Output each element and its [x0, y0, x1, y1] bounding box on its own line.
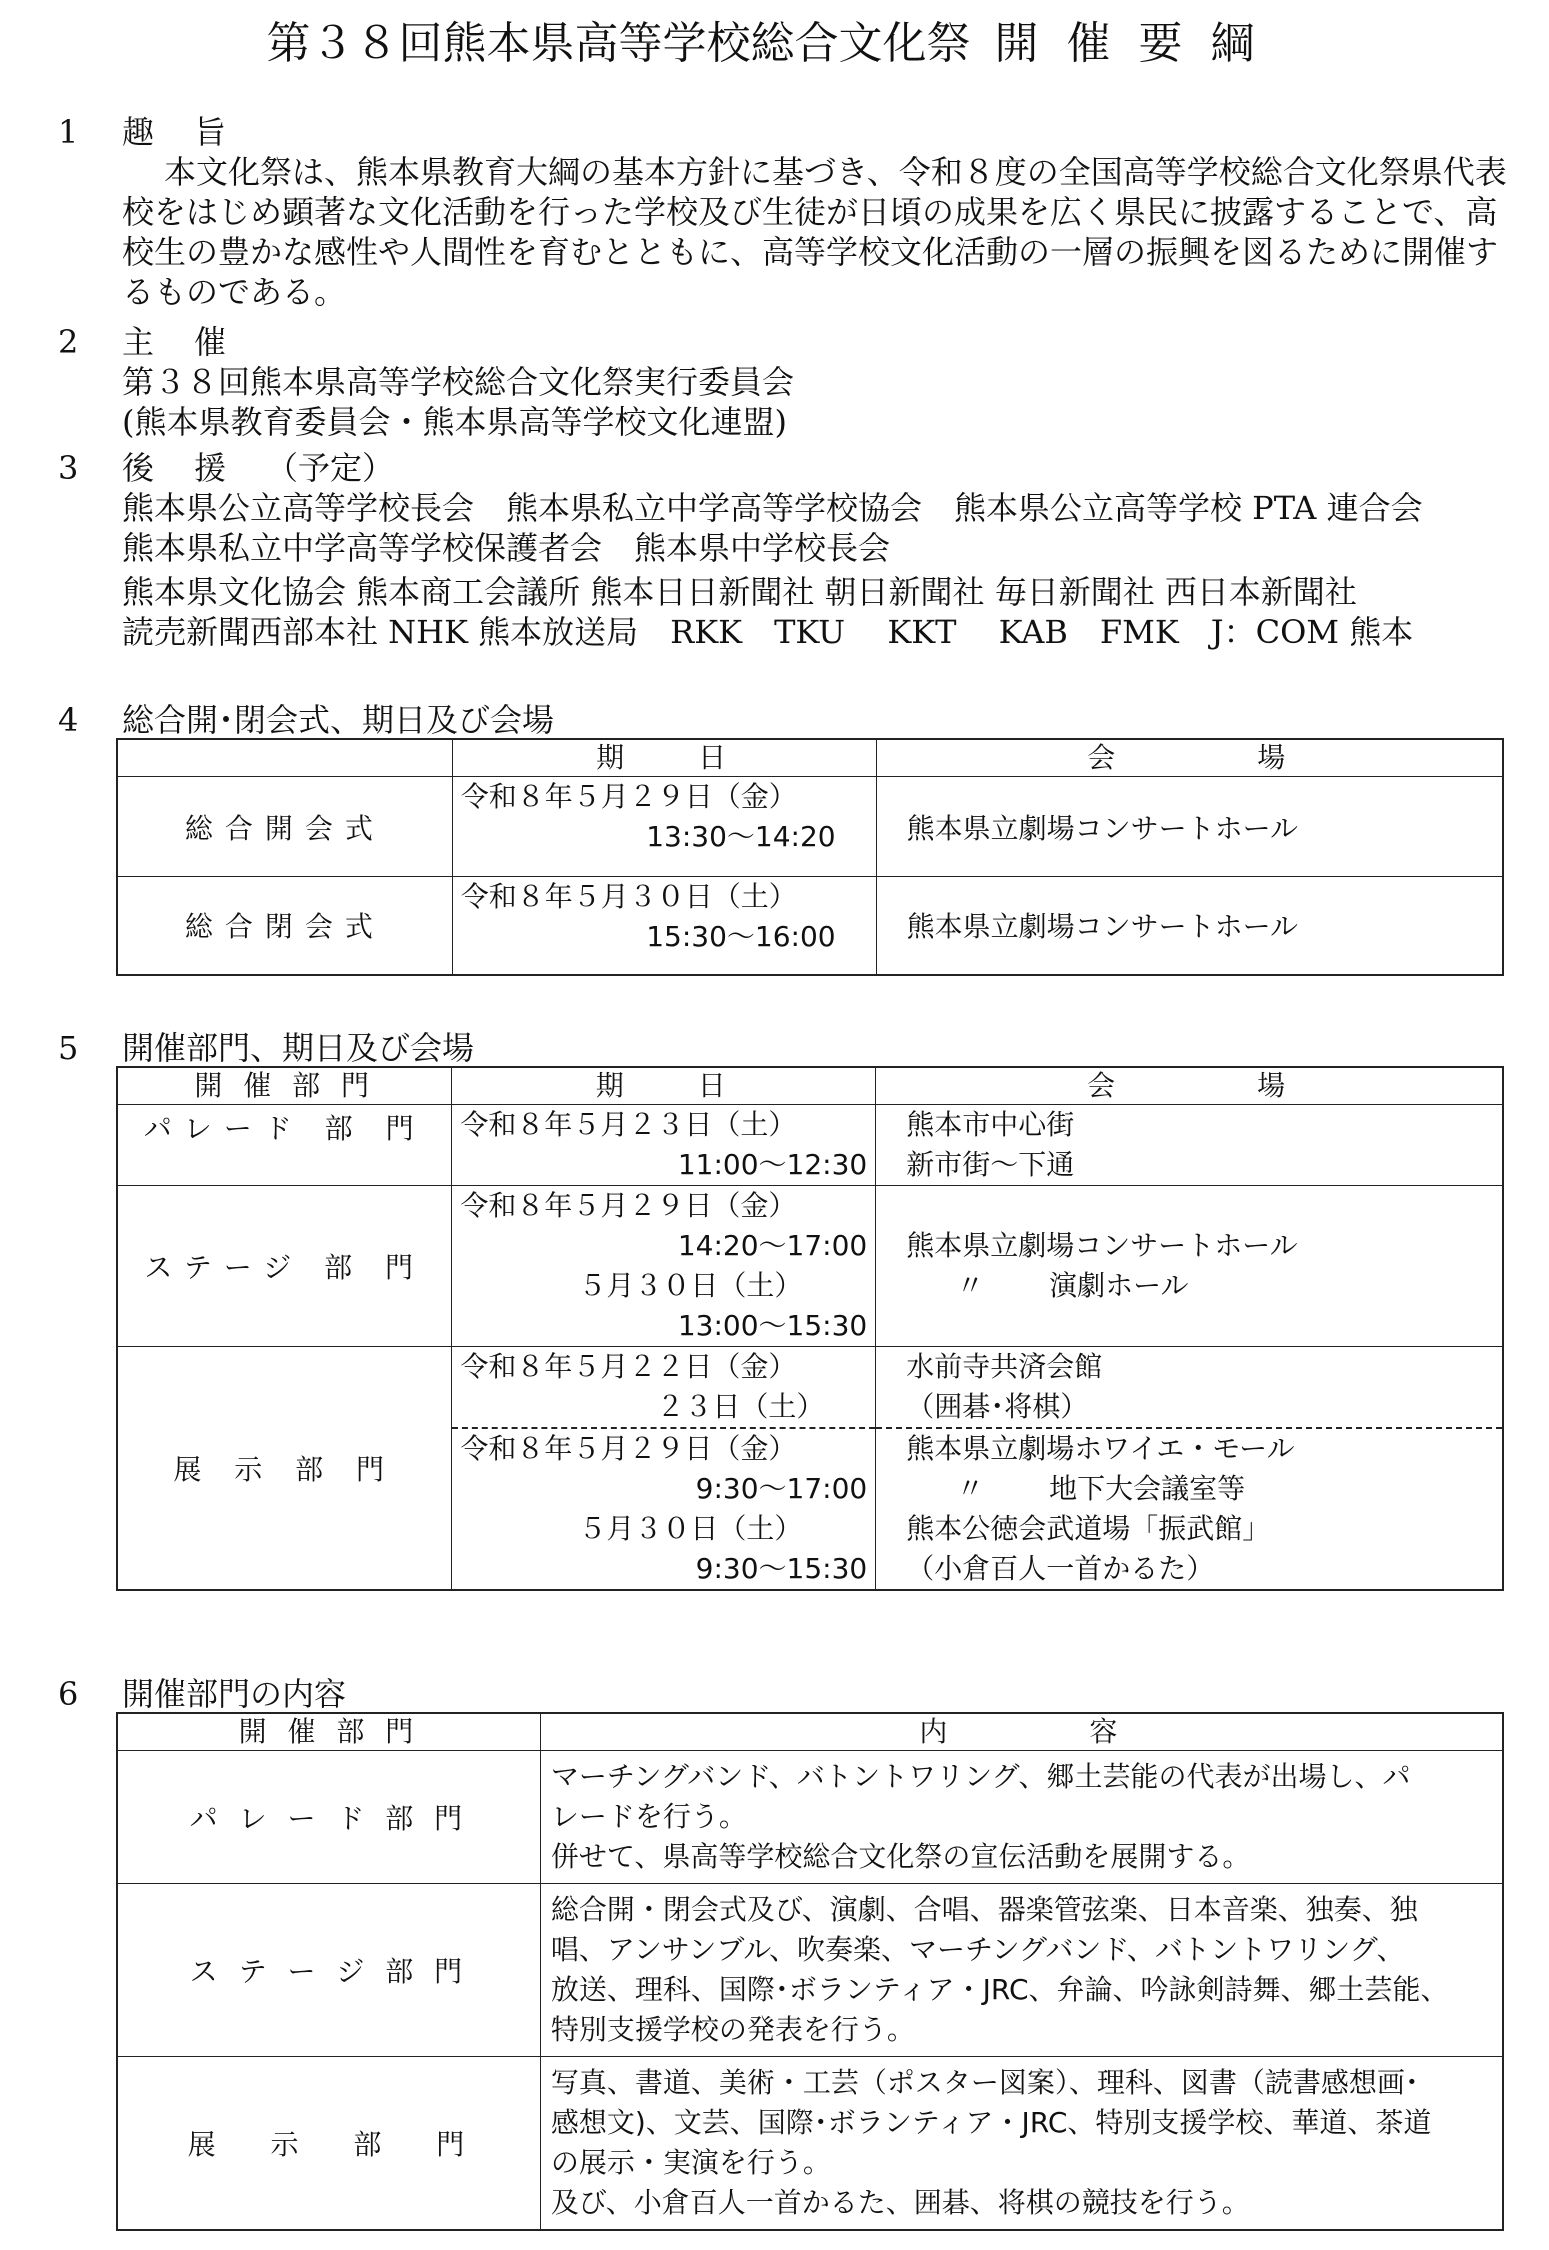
section-3-heading-text: 後援	[122, 449, 267, 487]
contents-header-division: 開 催 部 門	[117, 1713, 540, 1751]
ceremony-time: 15:30～16:00	[646, 920, 836, 953]
exhibit-venue-6: （小倉百人一首かるた）	[906, 1552, 1215, 1585]
section-5-heading: 開催部門、期日及び会場	[122, 1029, 475, 1067]
ceremony-venue: 熊本県立劇場コンサートホール	[876, 777, 1503, 877]
ceremony-date: 令和８年５月２９日（金）	[460, 780, 797, 813]
table-row	[117, 1751, 1503, 1884]
section-5-number: 5	[58, 1029, 79, 1067]
section-3-line-1: 熊本県公立高等学校長会 熊本県私立中学高等学校協会 熊本県公立高等学校 PTA 連合会	[122, 489, 1423, 527]
section-3-heading	[122, 448, 394, 488]
ceremony-table	[116, 738, 1504, 976]
exhibit-division-name: 展 示 部 門	[117, 1347, 452, 1591]
content-line: 特別支援学校の発表を行う。	[550, 2013, 915, 2046]
section-6-heading: 開催部門の内容	[122, 1675, 347, 1713]
parade-division-name: パレード 部 門	[117, 1105, 452, 1186]
stage-venue-1: 熊本県立劇場コンサートホール	[906, 1229, 1298, 1262]
content-line: 総合開・閉会式及び、演劇、合唱、器楽管弦楽、日本音楽、独奏、独	[550, 1893, 1418, 1926]
content-line: の展示・実演を行う。	[550, 2146, 831, 2179]
section-3-number: 3	[58, 449, 79, 487]
section-6-number: 6	[58, 1675, 79, 1713]
content-division-name: ス テ ー ジ 部 門	[117, 1884, 540, 2057]
stage-venue-2: 〃 演劇ホール	[956, 1269, 1189, 1302]
contents-table	[116, 1712, 1504, 2231]
exhibit-time-3: 9:30～17:00	[695, 1472, 868, 1505]
table-row	[117, 2057, 1503, 2231]
section-1-heading: 趣旨	[122, 113, 267, 151]
ceremony-name: 総合閉会式	[117, 877, 452, 975]
divisions-table	[116, 1066, 1504, 1591]
exhibit-date-2: ２３日（土）	[656, 1390, 825, 1423]
content-division-name: 展 示 部 門	[117, 2057, 540, 2231]
content-line: マーチングバンド、バトントワリング、郷土芸能の代表が出場し、パ	[550, 1760, 1411, 1793]
stage-division-name: ステージ 部 門	[117, 1186, 452, 1347]
exhibit-date-4: ５月３０日（土）	[578, 1512, 803, 1545]
ceremony-header-venue: 会 場	[876, 739, 1503, 777]
section-2-number: 2	[58, 323, 79, 361]
content-line: 併せて、県高等学校総合文化祭の宣伝活動を展開する。	[550, 1840, 1251, 1873]
exhibit-venue-5: 熊本公徳会武道場「振武館」	[906, 1512, 1271, 1545]
section-3-line-2: 熊本県私立中学高等学校保護者会 熊本県中学校長会	[122, 529, 891, 567]
exhibit-date-1: 令和８年５月２２日（金）	[460, 1350, 797, 1383]
section-2-heading: 主催	[122, 323, 267, 361]
section-3-line-3: 熊本県文化協会 熊本商工会議所 熊本日日新聞社 朝日新聞社 毎日新聞社 西日本新聞社	[122, 573, 1357, 611]
content-line: 写真、書道、美術・工芸（ポスター図案）、理科、図書（読書感想画･	[550, 2066, 1419, 2099]
table-row	[117, 877, 1503, 975]
section-1-body: 本文化祭は、熊本県教育大綱の基本方針に基づき、令和８度の全国高等学校総合文化祭県代表校をはじめ顕著な文化活動を行った学校及び生徒が日頃の成果を広く県民に披露することで、高校生の豊かな感性や人間性を育むとともに、高等学校文化活動の一層の振興を図るために開催するものである。	[122, 153, 1507, 311]
table-row	[117, 1884, 1503, 2057]
section-4-heading: 総合開･閉会式、期日及び会場	[122, 701, 555, 739]
exhibit-date-3: 令和８年５月２９日（金）	[452, 1427, 875, 1469]
contents-header-content: 内 容	[540, 1713, 1503, 1751]
stage-date-2: ５月３０日（土）	[578, 1269, 803, 1302]
divisions-header-venue: 会 場	[876, 1067, 1503, 1105]
exhibit-time-4: 9:30～15:30	[695, 1552, 868, 1585]
table-row	[117, 1105, 1503, 1186]
divisions-header-date: 期 日	[452, 1067, 876, 1105]
exhibit-venue-3: 熊本県立劇場ホワイエ・モール	[876, 1427, 1502, 1469]
exhibit-venue-4: 〃 地下大会議室等	[956, 1472, 1246, 1505]
exhibit-venue-2: （囲碁･将棋）	[906, 1390, 1089, 1423]
ceremony-venue: 熊本県立劇場コンサートホール	[876, 877, 1503, 975]
ceremony-header-date: 期 日	[452, 739, 876, 777]
ceremony-name: 総合開会式	[117, 777, 452, 877]
ceremony-header-blank	[117, 739, 452, 777]
content-line: レードを行う。	[550, 1800, 747, 1833]
section-2-line-1: 第３８回熊本県高等学校総合文化祭実行委員会	[122, 363, 795, 401]
content-line: 及び、小倉百人一首かるた、囲碁、将棋の競技を行う。	[550, 2186, 1250, 2219]
page-title	[0, 14, 1549, 74]
table-row	[117, 1347, 1503, 1591]
stage-time-2: 13:00～15:30	[677, 1309, 868, 1342]
stage-time-1: 14:20～17:00	[677, 1229, 868, 1262]
section-3-line-4: 読売新聞西部本社 NHK 熊本放送局 RKK TKU KKT KAB FMK J：COM 熊本	[122, 613, 1414, 651]
parade-venue-1: 熊本市中心街	[906, 1108, 1075, 1141]
title-main: 第３８回熊本県高等学校総合文化祭	[266, 18, 971, 69]
content-division-name: パ レ ー ド 部 門	[117, 1751, 540, 1884]
parade-time: 11:00～12:30	[677, 1148, 868, 1181]
parade-venue-2: 新市街～下通	[906, 1148, 1075, 1181]
divisions-header-division: 開 催 部 門	[117, 1067, 452, 1105]
ceremony-date: 令和８年５月３０日（土）	[460, 880, 797, 913]
section-3-heading-suffix: （予定）	[266, 449, 395, 487]
section-4-number: 4	[58, 701, 79, 739]
title-sub: 開催要綱	[994, 18, 1283, 69]
ceremony-time: 13:30～14:20	[646, 820, 836, 853]
stage-date-1: 令和８年５月２９日（金）	[460, 1189, 797, 1222]
section-1-number: 1	[58, 113, 79, 151]
parade-date: 令和８年５月２３日（土）	[460, 1108, 797, 1141]
exhibit-venue-1: 水前寺共済会館	[906, 1350, 1103, 1383]
content-line: 感想文)、文芸、国際･ボランティア・JRC、特別支援学校、華道、茶道	[550, 2106, 1432, 2139]
content-line: 放送、理科、国際･ボランティア・JRC、弁論、吟詠剣詩舞、郷土芸能、	[550, 1973, 1449, 2006]
section-2-line-2: (熊本県教育委員会・熊本県高等学校文化連盟)	[122, 403, 787, 441]
table-row	[117, 1186, 1503, 1347]
content-line: 唱、アンサンブル、吹奏楽、マーチングバンド、バトントワリング、	[550, 1933, 1405, 1966]
table-row	[117, 777, 1503, 877]
